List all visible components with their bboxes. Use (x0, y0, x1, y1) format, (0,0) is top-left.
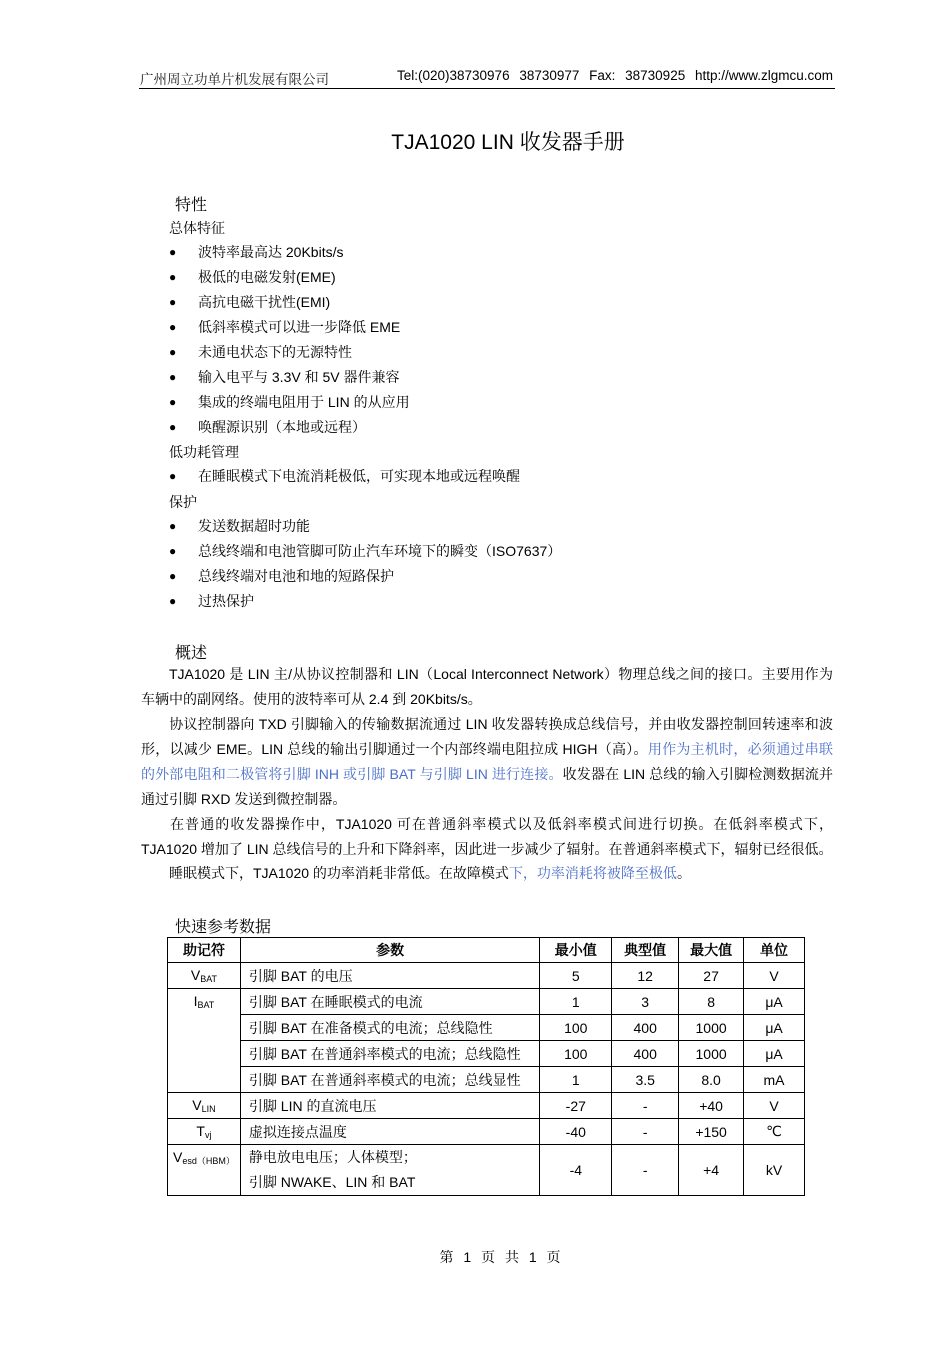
table-row (168, 1067, 805, 1093)
max-cell: +150 (679, 1119, 744, 1145)
typ-cell: 3 (612, 989, 679, 1015)
quick-ref-heading: 快速参考数据 (175, 919, 272, 936)
header-cell: 最大值 (679, 938, 744, 963)
max-cell: 1000 (679, 1041, 744, 1067)
features-heading: 特性 (175, 197, 208, 214)
param-cell: 引脚 LIN 的直流电压 (240, 1093, 539, 1119)
typ-cell: - (612, 1119, 679, 1145)
unit-cell: kV (744, 1145, 805, 1196)
param-cell: 静电放电电压；人体模型； 引脚 NWAKE、LIN 和 BAT (240, 1145, 539, 1196)
list-item: ● 集成的终端电阻用于 LIN 的从应用 (169, 394, 410, 410)
list-item: ● 唤醒源识别（本地或远程） (169, 419, 366, 435)
header-cell: 最小值 (540, 938, 612, 963)
list-item: ● 总线终端和电池管脚可防止汽车环境下的瞬变（ISO7637） (169, 543, 562, 559)
min-cell: 1 (540, 989, 612, 1015)
page-footer: 第 1 页 共 1 页 (439, 1249, 561, 1265)
bullet-icon: ● (169, 320, 177, 334)
max-cell: +4 (679, 1145, 744, 1196)
general-features-heading: 总体特征 (169, 220, 225, 236)
list-item: ● 总线终端对电池和地的短路保护 (169, 568, 394, 584)
protection-heading: 保护 (169, 494, 197, 510)
min-cell: -27 (540, 1093, 612, 1119)
list-item: ● 输入电平与 3.3V 和 5V 器件兼容 (169, 369, 400, 385)
list-item: ● 极低的电磁发射(EME) (169, 269, 336, 285)
bullet-icon: ● (169, 544, 177, 558)
header-cell: 典型值 (612, 938, 679, 963)
unit-cell: μA (744, 1041, 805, 1067)
min-cell: 100 (540, 1015, 612, 1041)
bullet-icon: ● (169, 519, 177, 533)
bullet-icon: ● (169, 370, 177, 384)
low-power-list (169, 466, 520, 491)
bullet-icon: ● (169, 245, 177, 259)
overview-paragraph-1: TJA1020 是 LIN 主/从协议控制器和 LIN（Local Interconnect Network）物理总线之间的接口。主要用作为车辆中的副网络。使用的波特率可从 2.4 到 20Kbits/s。 (141, 666, 833, 707)
bullet-icon: ● (169, 395, 177, 409)
symbol-cell: $V_{esd(HBM)}$ (168, 1145, 241, 1196)
max-cell: 1000 (679, 1015, 744, 1041)
typ-cell: - (612, 1093, 679, 1119)
min-cell: -40 (540, 1119, 612, 1145)
typ-cell: - (612, 1145, 679, 1196)
overview-heading: 概述 (175, 645, 208, 662)
low-power-heading: 低功耗管理 (169, 444, 239, 460)
table-header-row (168, 938, 805, 963)
min-cell: -4 (540, 1145, 612, 1196)
header-cell: 助记符 (168, 938, 241, 963)
symbol-cell: $V_{BAT}$ (168, 963, 241, 989)
param-cell: 引脚 BAT 在普通斜率模式的电流；总线隐性 (240, 1041, 539, 1067)
quick-ref-table (167, 937, 805, 1196)
table-row (168, 1145, 805, 1196)
table-row (168, 989, 805, 1015)
list-item: ● 过热保护 (169, 593, 254, 609)
company-name: 广州周立功单片机发展有限公司 (140, 72, 329, 87)
unit-cell: μA (744, 1015, 805, 1041)
symbol-cell: $T_{vj}$ (168, 1119, 241, 1145)
bullet-icon: ● (169, 594, 177, 608)
list-item: ● 低斜率模式可以进一步降低 EME (169, 319, 401, 335)
document-title: TJA1020 LIN 收发器手册 (391, 131, 625, 154)
min-cell: 1 (540, 1067, 612, 1093)
typ-cell: 400 (612, 1015, 679, 1041)
unit-cell: ℃ (744, 1119, 805, 1145)
protection-list (169, 516, 561, 616)
param-cell: 虚拟连接点温度 (240, 1119, 539, 1145)
unit-cell: V (744, 1093, 805, 1119)
list-item: ● 在睡眠模式下电流消耗极低，可实现本地或远程唤醒 (169, 468, 520, 484)
typ-cell: 3.5 (612, 1067, 679, 1093)
list-item: ● 高抗电磁干扰性(EMI) (169, 294, 331, 310)
header-cell: 参数 (240, 938, 539, 963)
min-cell: 5 (540, 963, 612, 989)
bullet-icon: ● (169, 469, 177, 483)
max-cell: +40 (679, 1093, 744, 1119)
min-cell: 100 (540, 1041, 612, 1067)
unit-cell: mA (744, 1067, 805, 1093)
param-cell: 引脚 BAT 的电压 (240, 963, 539, 989)
list-item: ● 发送数据超时功能 (169, 518, 310, 534)
general-features-list (169, 242, 410, 442)
typ-cell: 12 (612, 963, 679, 989)
unit-cell: V (744, 963, 805, 989)
header-cell: 单位 (744, 938, 805, 963)
symbol-cell: $I_{BAT}$ (168, 989, 241, 1093)
overview-paragraph-4: 睡眠模式下，TJA1020 的功率消耗非常低。在故障模式下，功率消耗将被降至极低。 (169, 865, 691, 881)
overview-paragraph-3: 在普通的收发器操作中，TJA1020 可在普通斜率模式以及低斜率模式间进行切换。在低斜率模式下，TJA1020 增加了 LIN 总线信号的上升和下降斜率，因此进一步减少了辐射。在普通斜率模式下，辐射已经很低。 (141, 816, 833, 857)
max-cell: 8 (679, 989, 744, 1015)
table-row (168, 1041, 805, 1067)
list-item: ● 未通电状态下的无源特性 (169, 344, 352, 360)
overview-paragraph-2: 协议控制器向 TXD 引脚输入的传输数据流通过 LIN 收发器转换成总线信号，并由收发器控制回转速率和波形，以减少 EME。LIN 总线的输出引脚通过一个内部终端电阻拉成 HIGH（高）。用作为主机时，必须通过串联的外部电阻和二极管将引脚 INH 或引脚 BAT 与引脚 LIN 进行连接。收发器在 LIN 总线的输入引脚检测数据流并通过引脚 RXD 发送到微控制器。 (141, 716, 833, 807)
param-cell: 引脚 BAT 在睡眠模式的电流 (240, 989, 539, 1015)
symbol-cell: $V_{LIN}$ (168, 1093, 241, 1119)
unit-cell: μA (744, 989, 805, 1015)
list-item: ● 波特率最高达 20Kbits/s (169, 244, 344, 260)
table-row (168, 963, 805, 989)
bullet-icon: ● (169, 270, 177, 284)
param-cell: 引脚 BAT 在准备模式的电流；总线隐性 (240, 1015, 539, 1041)
param-cell: 引脚 BAT 在普通斜率模式的电流；总线显性 (240, 1067, 539, 1093)
page-header (139, 66, 835, 89)
bullet-icon: ● (169, 420, 177, 434)
bullet-icon: ● (169, 345, 177, 359)
bullet-icon: ● (169, 569, 177, 583)
table-row (168, 1015, 805, 1041)
max-cell: 27 (679, 963, 744, 989)
max-cell: 8.0 (679, 1067, 744, 1093)
bullet-icon: ● (169, 295, 177, 309)
table-row (168, 1119, 805, 1145)
table-row (168, 1093, 805, 1119)
typ-cell: 400 (612, 1041, 679, 1067)
contact-info: Tel:(020)38730976 38730977 Fax: 38730925 http://www.zlgmcu.com (396, 68, 833, 83)
